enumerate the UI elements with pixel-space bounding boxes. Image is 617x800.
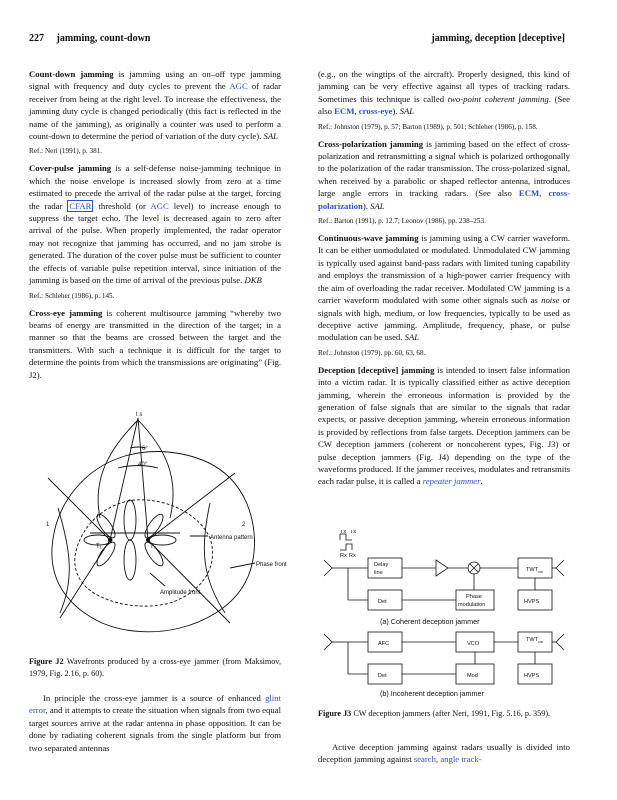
term-cross-eye-jamming: Cross-eye jamming (29, 307, 103, 318)
tx-label: Tx (340, 530, 347, 535)
left-column (29, 68, 281, 385)
term-noise: noise (541, 295, 560, 306)
phase-modulation-label: modulation (458, 602, 486, 608)
twt-label: $TWT_{cw}$ (526, 567, 544, 574)
mod-label: Mod (467, 673, 478, 679)
target-label: t s (136, 412, 143, 418)
transmit-antenna-icon (556, 634, 564, 650)
link-cross-eye[interactable]: cross-eye (358, 106, 393, 117)
author-initials: SAL (399, 106, 415, 117)
entry-continuous-wave-jamming: Continuous-wave jamming is jamming using a CW carrier waveform. It can be either unmodulated or modulated. Unmodulated CW jamming is typically used against band-pass radars with limited tuning capability and employs the transmission of a high-power carrier frequency with the aim of overloading the radar receiver. Modulated CW jamming is a carrier waveform modulated with some other signals such as noise or signals with high, medium, or low frequencies, typically to be used as deceptive active jamming. Amplitude, frequency, phase, or pulse modulation can be used. SAL (318, 233, 570, 343)
antenna-pattern-label: Antenna pattern (210, 535, 253, 541)
angle-label-40: 40° (138, 462, 148, 468)
phase-modulation-label: Phase (466, 594, 482, 600)
term-two-point-coherent: two-point coherent jamming (447, 93, 549, 104)
term-countdown-jamming: Count-down jamming (29, 69, 114, 79)
link-glint-error[interactable]: glint error (29, 693, 281, 716)
transmitter-2-marker (146, 538, 150, 542)
reference: Ref.: Johnston (1979), p. 57; Barton (1989), p. 501; Schleher (1986), p. 158. (318, 122, 538, 131)
hvps-label: HVPS (524, 599, 540, 605)
author-initials: DKB (244, 275, 262, 286)
figure-j3-label: Figure J3 (318, 709, 352, 718)
term-cover-pulse-jamming: Cover-pulse jamming (29, 163, 112, 174)
term-cross-polarization-jamming: Cross-polarization jamming (318, 138, 424, 149)
phase-front-label: Phase front (256, 562, 287, 568)
amplifier-symbol (436, 560, 448, 576)
amplitude-front-label: Amplitude front (160, 590, 201, 596)
link-cfar[interactable]: CFAR (69, 200, 92, 211)
link-agc[interactable]: AGC (150, 200, 169, 211)
author-initials: SAL (404, 332, 420, 343)
point-2-label: 2 (242, 522, 246, 528)
subfigure-a-label: (a) Coherent deception jammer (380, 617, 480, 626)
term-continuous-wave-jamming: Continuous-wave jamming (318, 233, 419, 244)
delay-line-label: Delay (374, 562, 389, 568)
twt-label: $TWT_{cw}$ (526, 637, 544, 644)
tx-label: Tx (350, 530, 357, 535)
det-label: Det (378, 673, 387, 679)
transmit-antenna-icon (556, 560, 564, 576)
subfigure-b-label: (b) Incoherent deception jammer (380, 689, 484, 698)
link-ecm[interactable]: ECM (334, 106, 355, 117)
figure-j2-caption: Figure J2 Wavefronts produced by a cross-eye jammer (from Maksimov, 1979, Fig. 2.16, p. 60). (29, 657, 281, 678)
link-agc[interactable]: AGC (229, 81, 248, 92)
hvps-label: HVPS (524, 673, 540, 679)
delay-line-label: line (374, 570, 383, 576)
receive-antenna-icon (324, 634, 332, 650)
t1-label: T₁ (96, 544, 102, 550)
vco-label: VCO (467, 641, 480, 647)
transmitter-1-marker (108, 538, 112, 542)
page-number: 227 (29, 33, 44, 44)
header-right-term: jamming, deception [deceptive] (431, 33, 565, 44)
amplitude-front-outline (52, 452, 255, 632)
rx-label: Rx (349, 553, 356, 559)
entry-deception-jamming: Deception [deceptive] jamming is intended to insert false information into a victim radar. It is typically classified either as active deception jamming, wherein the erroneous information is provided by the generation of false signals that are similar to the signals that radar expects, or passive deception jamming, wherein erroneous information is provided by reflections from false targets. Deception jammers can be CW deception jammers (coherent or noncoherent types, Fig. J3) or pulse deception jammers (Fig. J4) depending on the type of the waveforms produced. If the jammer receives, modulates and retransmits each radar pulse, it is called a repeater jammer. (318, 364, 570, 487)
afc-label: AFC (378, 641, 390, 647)
entry-cover-pulse-jamming: Cover-pulse jamming is a self-defense noise-jamming technique in which the noise envelope is increased slowly from zero at a time estimated to precede the arrival of the radar pulse at the target, forcing the radar CFAR threshold (or AGC level) to increase enough to suppress the target echo. The level is decreased again to zero after arrival of the pulse. When properly implemented, the radar operator may not recognize that jamming has occurred, and no jam strobe is generated. The duration of the cover pulse must be sufficient to counter the effects of variable pulse repetition interval, since initiation of the jamming is based on the time of arrival of the previous pulse. DKB (29, 163, 281, 286)
angle-label-6: 6° (142, 446, 148, 452)
reference: Ref.: Schleher (1986), p. 145. (29, 291, 115, 300)
term-deception-jamming: Deception [deceptive] jamming (318, 364, 435, 375)
point-1-label: 1 (46, 522, 50, 528)
reference: Ref.: Johnston (1979), pp. 60, 63, 68. (318, 348, 426, 357)
running-header-left (29, 33, 150, 44)
figure-j3-caption: Figure J3 CW deception jammers (after Neri, 1991, Fig. 5.16, p. 359). (318, 709, 551, 718)
link-angle-track[interactable]: angle track- (440, 754, 482, 765)
receive-antenna-icon (324, 560, 332, 576)
figure-j2-wavefronts (30, 408, 290, 658)
active-deception-paragraph: Active deception jamming against radars usually is divided into deception jamming against search, angle track- (318, 742, 570, 765)
entry-cross-polarization-jamming: Cross-polarization jamming is jamming based on the effect of cross-polarization and retransmitting a signal which is polarized orthogonally to the polarization of the radar transmission. The cross-polarized signal, when received by a parabolic or shaped reflector antenna, introduces large angle errors in tracking radars. (See also ECM, cross-polarization). SAL (318, 138, 571, 211)
rx-label: Rx (340, 553, 347, 559)
entry-cross-eye-continued: (e.g., on the wingtips of the aircraft). Properly designed, this kind of jamming can be very effective against all types of tracking radars. Sometimes this technique is called two-point coherent jamming. (See also ECM, cross-eye). SAL (318, 69, 571, 117)
author-initials: SAL (370, 200, 385, 211)
det-label: Det (378, 599, 387, 605)
link-repeater-jammer[interactable]: repeater jammer (422, 476, 481, 487)
t2-label: T₂ (150, 544, 156, 550)
link-cross-polarization[interactable]: cross-polarization (318, 188, 571, 211)
entry-countdown-jamming: Count-down jamming is jamming using an on–off type jamming signal with frequency and duty cycles to prevent the AGC of radar receiver from being at the right level. To increase the effectiveness, the jamming duty cycle is changed periodically (this fact is reflected in the name of the jamming), as originally a counter was used to perform a count-down to determine the period of variation of the duty cycle). SAL (29, 69, 281, 142)
right-column (318, 68, 570, 492)
link-ecm[interactable]: ECM (518, 188, 540, 199)
figure-j2-label: Figure J2 (29, 657, 64, 666)
figure-j3-block-diagram (318, 530, 568, 710)
reference: Ref.: Neri (1991), p. 381. (29, 147, 103, 156)
author-initials: SAL (263, 131, 278, 142)
reference: Ref.: Barton (1991), p. 12.7; Leonov (1986), pp. 238–253. (318, 217, 486, 226)
entry-cross-eye-jamming: Cross-eye jamming is coherent multisource jamming “whereby two beams of energy are transmitted in the direction of the target; in a manner so that the beams are crossed between the target and the transmitters. With such a technique it is difficult for the target to determine the points from which the transmissions are originating” (Fig. J2). (29, 307, 282, 380)
header-left-term: jamming, count-down (56, 33, 151, 44)
principle-paragraph: In principle the cross-eye jammer is a source of enhanced glint error, and it attempts to create the situation when signals from two equal target sources arrive at the radar antenna in phase opposition. It can be done by radiating coherent signals from the single platform but from two separated antennas (29, 693, 281, 753)
link-search[interactable]: search (413, 754, 436, 765)
rx-pulse-icon (340, 544, 352, 550)
